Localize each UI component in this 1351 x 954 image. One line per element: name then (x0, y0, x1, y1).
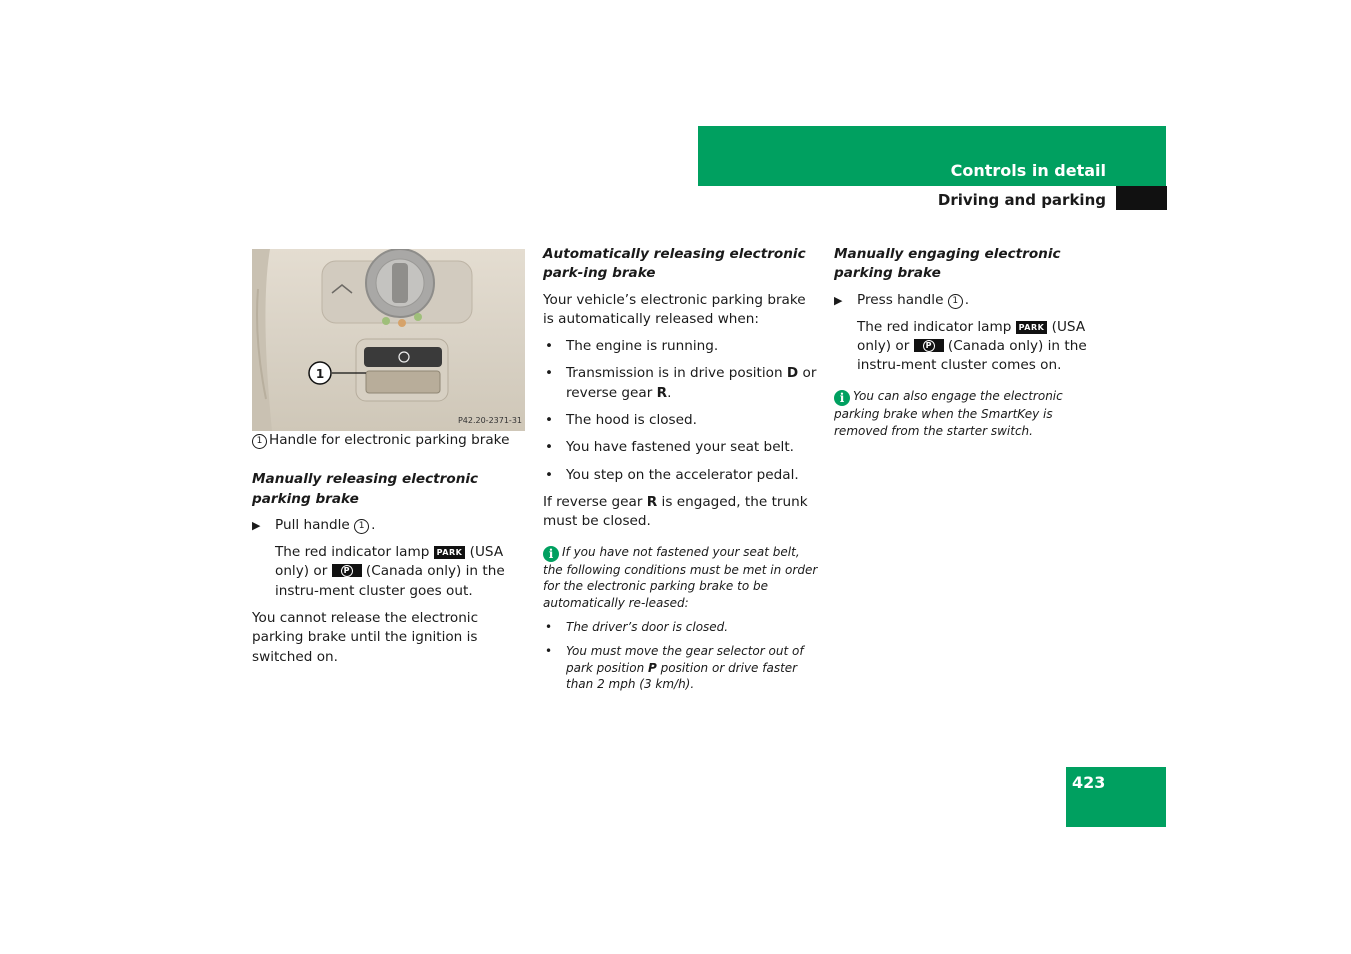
p-lamp-letter: P (341, 565, 353, 577)
bullet-icon: • (545, 365, 554, 382)
reverse-text-a: If reverse gear (543, 493, 647, 510)
gear-r: R (646, 493, 658, 510)
bullet-icon: • (545, 412, 554, 429)
caption-text: Handle for electronic parking brake (269, 432, 510, 448)
heading-manual-engage: Manually engaging electronic parking brake (834, 246, 1061, 282)
section-title: Controls in detail (950, 161, 1106, 180)
figure-caption (252, 431, 526, 450)
bullet-icon: • (545, 643, 553, 658)
p-lamp-icon (332, 564, 362, 577)
list-item (543, 438, 818, 457)
bullet-icon: • (545, 439, 554, 456)
result-part-a: The red indicator lamp (275, 544, 434, 561)
subsection-title (698, 186, 1116, 210)
auto-release-intro: Your vehicle’s electronic parking brake is automatically released when: (543, 291, 806, 327)
p-lamp-icon (914, 339, 944, 352)
reverse-text-c: is engaged, the trunk must be closed. (543, 493, 808, 530)
result-text (252, 543, 526, 601)
result-part-c: (Canada only) in the instru-ment cluster comes on. (857, 338, 1087, 374)
heading-manual-release: Manually releasing electronic parking brake (252, 471, 479, 507)
result-part-b: (USA only) or (857, 318, 1086, 355)
result-part-b: (USA only) or (275, 544, 504, 580)
step-arrow-icon: ▶ (834, 293, 843, 307)
info-note (834, 388, 1109, 440)
page-number: 423 (1072, 773, 1106, 792)
figure-callout: 1 (315, 367, 325, 381)
heading-auto-release: Automatically releasing electronic park-ing brake (543, 246, 806, 282)
step-arrow-icon: ▶ (252, 518, 261, 532)
step-number: 1 (948, 294, 963, 309)
bullet-icon: • (545, 619, 553, 634)
result-part-a: The red indicator lamp (857, 318, 1016, 335)
note-list-text: The driver’s door is closed. (566, 619, 729, 634)
column-3 (834, 245, 1109, 439)
note-list-text: position or drive faster than 2 mph (3 km/h). (566, 660, 798, 692)
list-item-text: . (667, 384, 672, 401)
info-note (543, 544, 818, 612)
reverse-gear-note (543, 493, 818, 532)
bullet-icon: • (545, 338, 554, 355)
header-bar (698, 126, 1166, 186)
list-item-text: You have fastened your seat belt. (566, 439, 794, 456)
list-item (543, 466, 818, 485)
list-item (543, 364, 818, 403)
info-icon: i (543, 546, 559, 562)
list-item-text: The engine is running. (566, 338, 719, 355)
result-part-c: (Canada only) in the instru-ment cluster goes out. (275, 563, 505, 599)
list-item-text: You step on the accelerator pedal. (566, 466, 799, 483)
list-item (543, 337, 818, 356)
step-text: Pull handle (275, 516, 355, 533)
info-icon: i (834, 390, 850, 406)
page-number-box (1066, 767, 1166, 827)
gear-p: P (648, 660, 657, 675)
list-item-text: The hood is closed. (566, 412, 697, 429)
parking-brake-photo (252, 249, 525, 431)
column-1 (252, 249, 526, 675)
park-lamp-icon: PARK (1016, 321, 1048, 334)
info-note-text: If you have not fastened your seat belt, the following conditions must be met in order for the electronic parking brake to be automatically re-leased: (543, 544, 818, 611)
list-item (543, 411, 818, 430)
park-lamp-icon: PARK (434, 546, 466, 559)
step-end: . (964, 291, 970, 308)
column-2 (543, 245, 818, 693)
note-list-item (543, 619, 818, 636)
gear-d: D (786, 365, 799, 382)
list-item-text: Transmission is in drive position (566, 365, 787, 382)
info-note-text: You can also engage the electronic parking brake when the SmartKey is removed from the starter switch. (834, 388, 1063, 438)
list-item-text: or reverse gear (566, 365, 817, 401)
step-press-handle (834, 291, 1109, 310)
subsection-label: Driving and parking (937, 191, 1106, 209)
step-number: 1 (354, 519, 369, 534)
caption-number: 1 (252, 434, 267, 449)
bullet-icon: • (545, 466, 554, 483)
subsection-marker (1116, 186, 1167, 210)
p-lamp-letter: P (923, 340, 935, 352)
gear-r: R (656, 384, 668, 401)
note-list-item (543, 643, 818, 693)
note-list-text: You must move the gear selector out of park position (566, 643, 804, 675)
result-text (834, 318, 1109, 376)
step-pull-handle (252, 516, 526, 535)
dashboard-illustration (252, 249, 525, 431)
figure-code: P42.20-2371-31 (457, 415, 522, 425)
step-end: . (371, 516, 376, 533)
step-text: Press handle (857, 291, 948, 308)
ignition-note: You cannot release the electronic parking brake until the ignition is switched on. (252, 610, 479, 665)
